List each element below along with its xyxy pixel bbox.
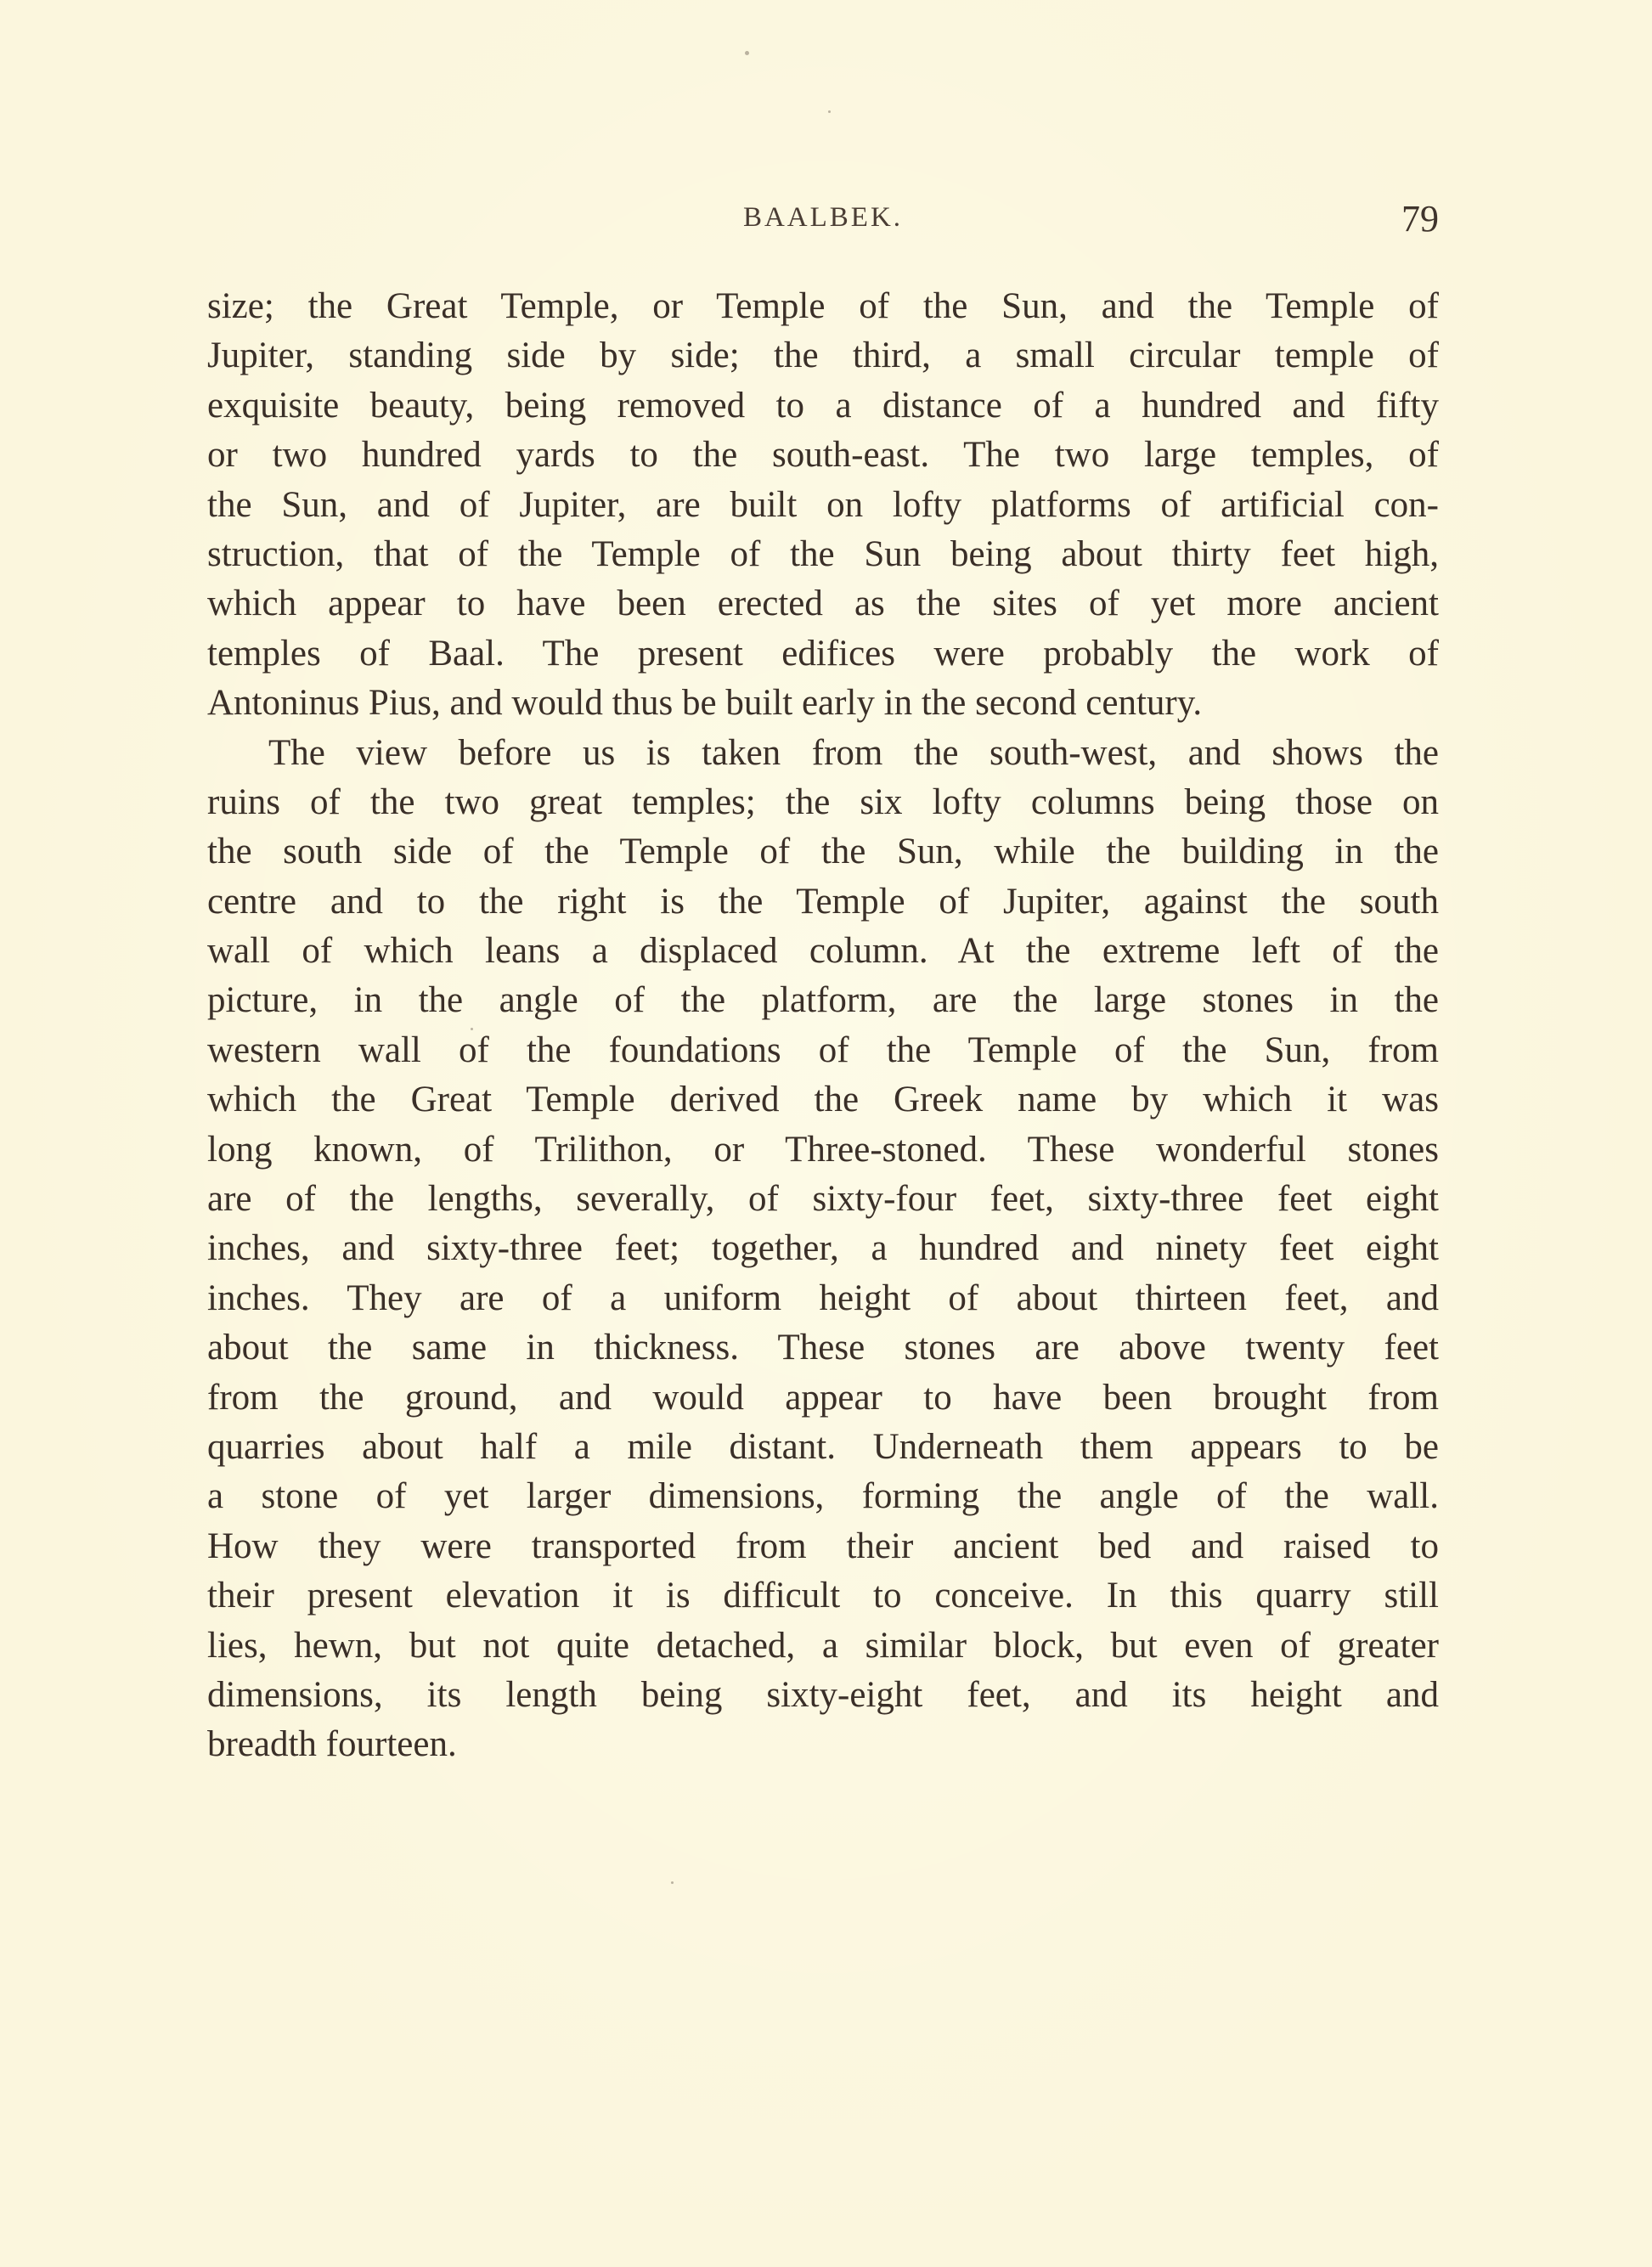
page-number: 79 xyxy=(1401,198,1439,240)
paragraph-first-line: The view before us is taken from the south-west, and shows the xyxy=(268,732,1439,773)
ink-speck xyxy=(828,110,831,113)
text-line: the south side of the Temple of the Sun, while the building in the xyxy=(207,832,1439,872)
text-line: inches. They are of a uniform height of about thirteen feet, and xyxy=(207,1277,1439,1318)
text-line: dimensions, its length being sixty-eight feet, and its height and xyxy=(207,1674,1439,1715)
text-line: lies, hewn, but not quite detached, a similar block, but even of greater xyxy=(207,1625,1439,1666)
text-line: which appear to have been erected as the sites of yet more ancient xyxy=(207,584,1439,624)
text-line: about the same in thickness. These stones are above twenty feet xyxy=(207,1328,1439,1368)
text-line: struction, that of the Temple of the Sun being about thirty feet high, xyxy=(207,533,1439,574)
running-title: BAALBEK. xyxy=(742,202,904,233)
text-line: their present elevation it is difficult to conceive. In this quarry still xyxy=(207,1576,1439,1616)
text-line: picture, in the angle of the platform, are the large stones in the xyxy=(207,980,1439,1021)
text-line: temples of Baal. The present edifices were probably the work of xyxy=(207,633,1439,674)
text-line: the Sun, and of Jupiter, are built on lofty platforms of artificial con- xyxy=(207,484,1439,525)
text-line: or two hundred yards to the south-east. The two large temples, of xyxy=(207,435,1439,476)
text-line: Jupiter, standing side by side; the third, a small circular temple of xyxy=(207,336,1439,376)
text-line: size; the Great Temple, or Temple of the Sun, and the Temple of xyxy=(207,286,1439,326)
running-head xyxy=(207,197,1439,248)
text-line: exquisite beauty, being removed to a distance of a hundred and fifty xyxy=(207,385,1439,426)
ink-speck xyxy=(671,1881,674,1884)
text-line: long known, of Trilithon, or Three-stoned. These wonderful stones xyxy=(207,1129,1439,1170)
text-line: from the ground, and would appear to have been brought from xyxy=(207,1377,1439,1418)
ink-speck xyxy=(745,51,749,55)
text-line: wall of which leans a displaced column. At the extreme left of the xyxy=(207,931,1439,972)
text-line: inches, and sixty-three feet; together, a hundred and ninety feet eight xyxy=(207,1228,1439,1269)
text-line: quarries about half a mile distant. Underneath them appears to be xyxy=(207,1426,1439,1467)
text-line: centre and to the right is the Temple of Jupiter, against the south xyxy=(207,881,1439,922)
text-line: which the Great Temple derived the Greek name by which it was xyxy=(207,1080,1439,1120)
text-line: are of the lengths, severally, of sixty-four feet, sixty-three feet eight xyxy=(207,1179,1439,1220)
body-text xyxy=(207,282,1439,1770)
text-line: How they were transported from their ancient bed and raised to xyxy=(207,1525,1439,1566)
text-line: breadth fourteen. xyxy=(207,1724,457,1765)
text-line: ruins of the two great temples; the six lofty columns being those on xyxy=(207,781,1439,822)
text-line: a stone of yet larger dimensions, forming the angle of the wall. xyxy=(207,1476,1439,1517)
text-line: western wall of the foundations of the Temple of the Sun, from xyxy=(207,1029,1439,1070)
text-line: Antoninus Pius, and would thus be built early in the second century. xyxy=(207,683,1203,724)
